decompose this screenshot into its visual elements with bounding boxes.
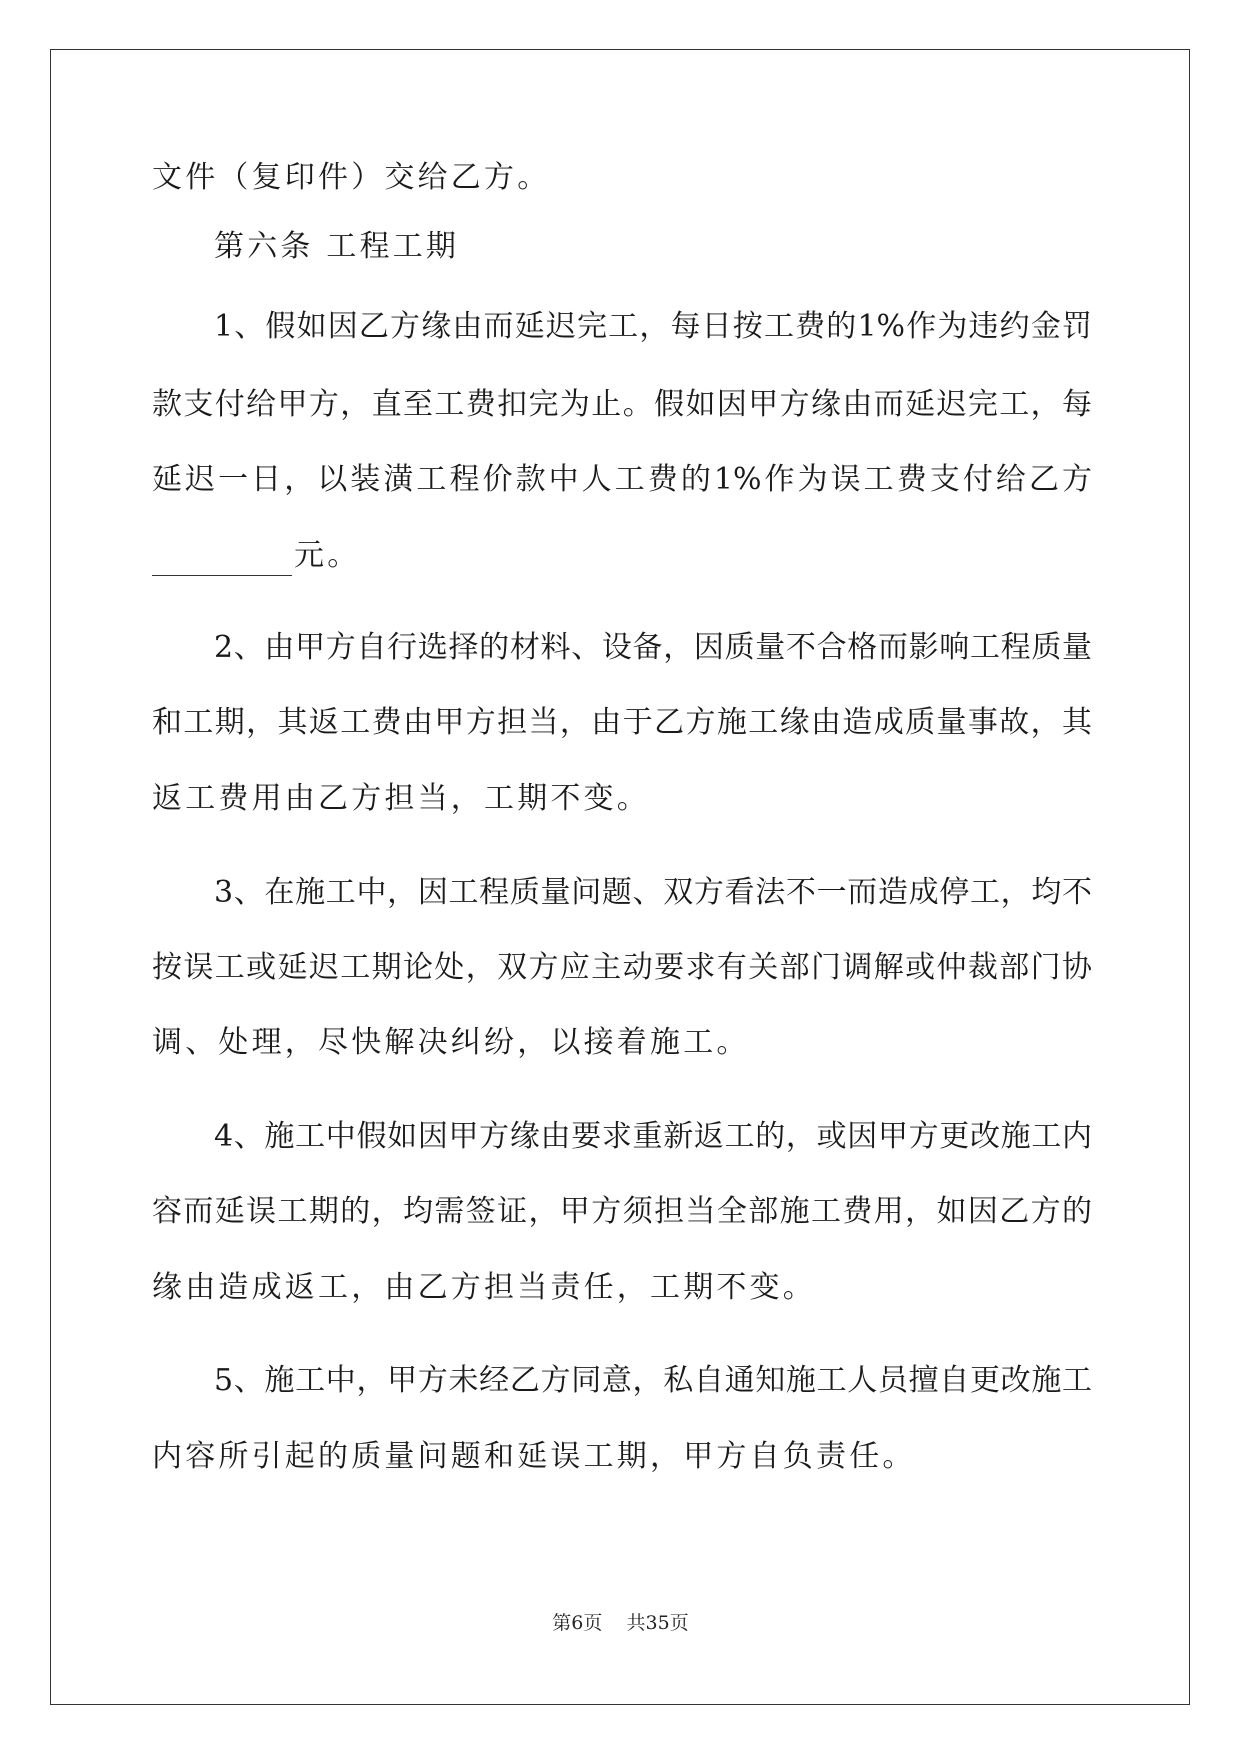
text-line: 缘由造成返工，由乙方担当责任，工期不变。 [152,1270,816,1305]
text-fragment: 元。 [294,538,361,573]
text-line: 2、由甲方自行选择的材料、设备，因质量不合格而影响工程质量 [214,630,1092,665]
text-line: 4、施工中假如因甲方缘由要求重新返工的，或因甲方更改施工内 [214,1119,1092,1154]
text-line [152,536,1092,576]
page-footer [0,1611,1241,1635]
text-line: 1、假如因乙方缘由而延迟完工，每日按工费的1%作为违约金罚 [214,309,1092,344]
text-line: 款支付给甲方，直至工费扣完为止。假如因甲方缘由而延迟完工，每 [152,387,1092,422]
text-line: 5、施工中，甲方未经乙方同意，私自通知施工人员擅自更改施工 [214,1363,1092,1398]
text-line: 按误工或延迟工期论处，双方应主动要求有关部门调解或仲裁部门协 [152,950,1092,985]
text-line: 文件（复印件）交给乙方。 [152,160,551,195]
fill-blank [152,545,292,576]
text-line: 返工费用由乙方担当，工期不变。 [152,781,650,816]
page-number: 第6页 [552,1612,603,1634]
text-line: 调、处理，尽快解决纠纷，以接着施工。 [152,1025,750,1060]
text-line: 内容所引起的质量问题和延误工期，甲方自负责任。 [152,1439,916,1474]
article-heading: 第六条 工程工期 [214,229,460,264]
text-line: 延迟一日，以装潢工程价款中人工费的1%作为误工费支付给乙方 [152,462,1092,497]
text-line: 容而延误工期的，均需签证，甲方须担当全部施工费用，如因乙方的 [152,1194,1092,1229]
text-line: 3、在施工中，因工程质量问题、双方看法不一而造成停工，均不 [214,875,1092,910]
text-line: 和工期，其返工费由甲方担当，由于乙方施工缘由造成质量事故，其 [152,705,1092,740]
page-total: 共35页 [626,1612,689,1634]
